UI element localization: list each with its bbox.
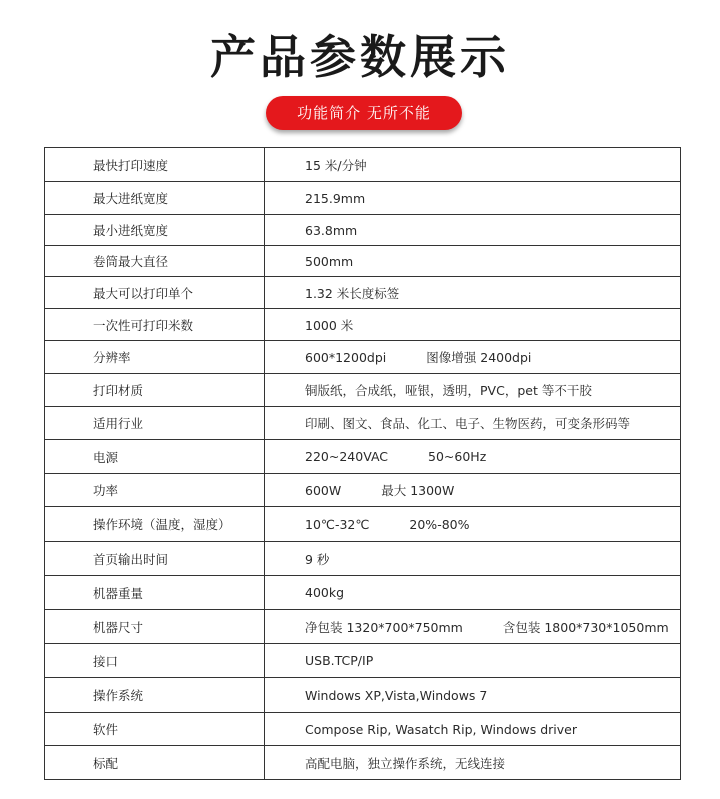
spec-label: 功率: [45, 474, 265, 507]
spec-value-cell: [265, 374, 681, 407]
table-row: [45, 277, 681, 309]
spec-value: Windows XP,Vista,Windows 7: [305, 687, 488, 703]
table-row: [45, 576, 681, 610]
table-row: [45, 309, 681, 341]
spec-value-cell: [265, 576, 681, 610]
spec-label: 分辨率: [45, 341, 265, 374]
spec-label: 软件: [45, 713, 265, 746]
spec-value: 印刷、图文、食品、化工、电子、生物医药，可变条形码等: [305, 416, 631, 431]
spec-value-secondary: 20%-80%: [409, 516, 470, 532]
spec-value-cell: [265, 341, 681, 374]
spec-value-secondary: 50~60Hz: [428, 449, 487, 464]
spec-value-secondary: 图像增强 2400dpi: [426, 350, 532, 365]
spec-value: 净包装 1320*700*750mm: [305, 619, 463, 635]
spec-value: 500mm: [305, 253, 354, 269]
table-row: [45, 374, 681, 407]
spec-label: 最快打印速度: [45, 148, 265, 182]
table-row: [45, 746, 681, 780]
page-title: 产品参数展示: [210, 30, 510, 84]
spec-value-cell: [265, 407, 681, 440]
spec-label: 操作系统: [45, 678, 265, 713]
spec-table: [44, 147, 681, 780]
spec-value: 215.9mm: [305, 190, 366, 206]
spec-value: 高配电脑，独立操作系统，无线连接: [305, 755, 506, 771]
spec-label: 首页输出时间: [45, 542, 265, 576]
table-row: [45, 713, 681, 746]
spec-label: 操作环境（温度，湿度）: [45, 507, 265, 542]
table-row: [45, 542, 681, 576]
spec-label: 一次性可打印米数: [45, 309, 265, 341]
spec-value-cell: [265, 542, 681, 576]
spec-label: 机器尺寸: [45, 610, 265, 644]
table-row: [45, 440, 681, 474]
spec-value-cell: [265, 474, 681, 507]
spec-value: 铜版纸，合成纸，哑银，透明，PVC，pet 等不干胶: [305, 383, 592, 398]
spec-table-body: [45, 148, 681, 780]
table-row: [45, 215, 681, 246]
spec-label: 机器重量: [45, 576, 265, 610]
spec-value-cell: [265, 713, 681, 746]
spec-value: 63.8mm: [305, 222, 358, 238]
spec-value: 600*1200dpi: [305, 350, 387, 365]
spec-value: 1000 米: [305, 317, 354, 333]
table-row: [45, 644, 681, 678]
spec-value-cell: [265, 610, 681, 644]
spec-value-cell: [265, 507, 681, 542]
table-row: [45, 474, 681, 507]
table-row: [45, 246, 681, 277]
table-row: [45, 407, 681, 440]
spec-value: Compose Rip, Wasatch Rip, Windows driver: [305, 721, 577, 737]
spec-value: 1.32 米长度标签: [305, 285, 400, 301]
spec-label: 接口: [45, 644, 265, 678]
spec-value-cell: [265, 277, 681, 309]
table-row: [45, 148, 681, 182]
spec-label: 最小进纸宽度: [45, 215, 265, 246]
spec-value-cell: [265, 644, 681, 678]
table-row: [45, 507, 681, 542]
spec-label: 最大进纸宽度: [45, 182, 265, 215]
spec-value-cell: [265, 182, 681, 215]
spec-value-secondary: 最大 1300W: [381, 483, 455, 498]
spec-value-cell: [265, 309, 681, 341]
spec-value: USB.TCP/IP: [305, 653, 374, 668]
spec-value: 400kg: [305, 585, 345, 600]
spec-value: 15 米/分钟: [305, 157, 367, 173]
spec-value: 220~240VAC: [305, 449, 389, 464]
spec-value-cell: [265, 440, 681, 474]
spec-value-cell: [265, 148, 681, 182]
spec-label: 卷筒最大直径: [45, 246, 265, 277]
spec-value-cell: [265, 746, 681, 780]
spec-label: 最大可以打印单个: [45, 277, 265, 309]
spec-label: 打印材质: [45, 374, 265, 407]
spec-value-cell: [265, 215, 681, 246]
spec-value-secondary: 含包装 1800*730*1050mm: [502, 619, 669, 635]
spec-value-cell: [265, 246, 681, 277]
table-row: [45, 182, 681, 215]
table-row: [45, 610, 681, 644]
table-row: [45, 678, 681, 713]
feature-badge: 功能简介 无所不能: [266, 96, 462, 130]
table-row: [45, 341, 681, 374]
spec-label: 标配: [45, 746, 265, 780]
spec-value-cell: [265, 678, 681, 713]
spec-value: 10℃-32℃: [305, 516, 370, 532]
spec-label: 适用行业: [45, 407, 265, 440]
spec-value: 9 秒: [305, 551, 330, 567]
spec-label: 电源: [45, 440, 265, 474]
spec-value: 600W: [305, 483, 342, 498]
